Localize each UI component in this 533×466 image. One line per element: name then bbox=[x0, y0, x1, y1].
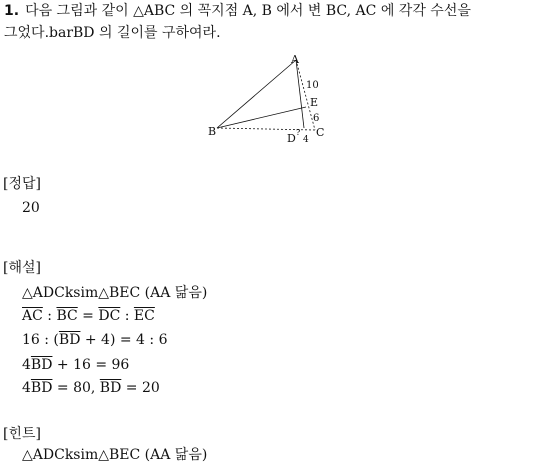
solution-line-1: △ADCksim△BEC (AA 닮음) bbox=[22, 285, 208, 301]
overline-bd: $\overline{BD}$ bbox=[30, 380, 53, 396]
solution-line-5: $4\overline{BD} = 80$, $\overline{BD} = 20$ bbox=[22, 380, 160, 396]
solution-line-3: 16 : $(\overline{BD} + 4) = 4$ : 6 bbox=[22, 332, 168, 348]
segment-be bbox=[217, 107, 306, 128]
problem-text-2: 그었다.barBD 의 길이를 구하여라. bbox=[4, 25, 221, 41]
problem-line-1 bbox=[4, 0, 471, 23]
label-bd: ? bbox=[296, 128, 301, 137]
problem-text-1: 다음 그림과 같이 △ABC 의 꼭지점 A, B 에서 변 BC, AC 에 각각 수선을 bbox=[25, 3, 471, 19]
label-D: D bbox=[287, 132, 296, 145]
hint-line-1: △ADCksim△BEC (AA 닮음) bbox=[22, 447, 208, 463]
solution-heading: [해설] bbox=[3, 260, 41, 276]
overline-bd: $\overline{BD}$ bbox=[58, 332, 81, 348]
problem-number: 1. bbox=[4, 3, 20, 19]
answer-heading: [정답] bbox=[3, 176, 41, 192]
triangle-figure bbox=[200, 50, 340, 150]
label-ae: 10 bbox=[306, 80, 319, 91]
side-ba bbox=[217, 60, 296, 128]
overline-bd: $\overline{BD}$ bbox=[30, 357, 53, 373]
side-bc bbox=[217, 128, 315, 130]
label-ec: 6 bbox=[313, 113, 320, 124]
segment-ad bbox=[296, 60, 304, 128]
overline-bd: $\overline{BD}$ bbox=[99, 380, 122, 396]
label-dc: 4 bbox=[303, 135, 309, 145]
label-E: E bbox=[310, 96, 319, 109]
label-B: B bbox=[208, 125, 217, 138]
solution-line-2: $\overline{AC}$ : $\overline{BC} = \overline{DC}$ : $\overline{EC}$ bbox=[22, 308, 155, 324]
overline-bc: $\overline{BC}$ bbox=[56, 308, 78, 324]
overline-ec: $\overline{EC}$ bbox=[133, 308, 155, 324]
solution-line-4: $4\overline{BD} + 16 = 96$ bbox=[22, 357, 130, 373]
label-A: A bbox=[291, 53, 299, 66]
label-C: C bbox=[316, 126, 325, 139]
overline-dc: $\overline{DC}$ bbox=[98, 308, 121, 324]
hint-heading: [힌트] bbox=[3, 426, 41, 442]
overline-ac: $\overline{AC}$ bbox=[22, 308, 43, 324]
answer-value: 20 bbox=[22, 200, 40, 216]
